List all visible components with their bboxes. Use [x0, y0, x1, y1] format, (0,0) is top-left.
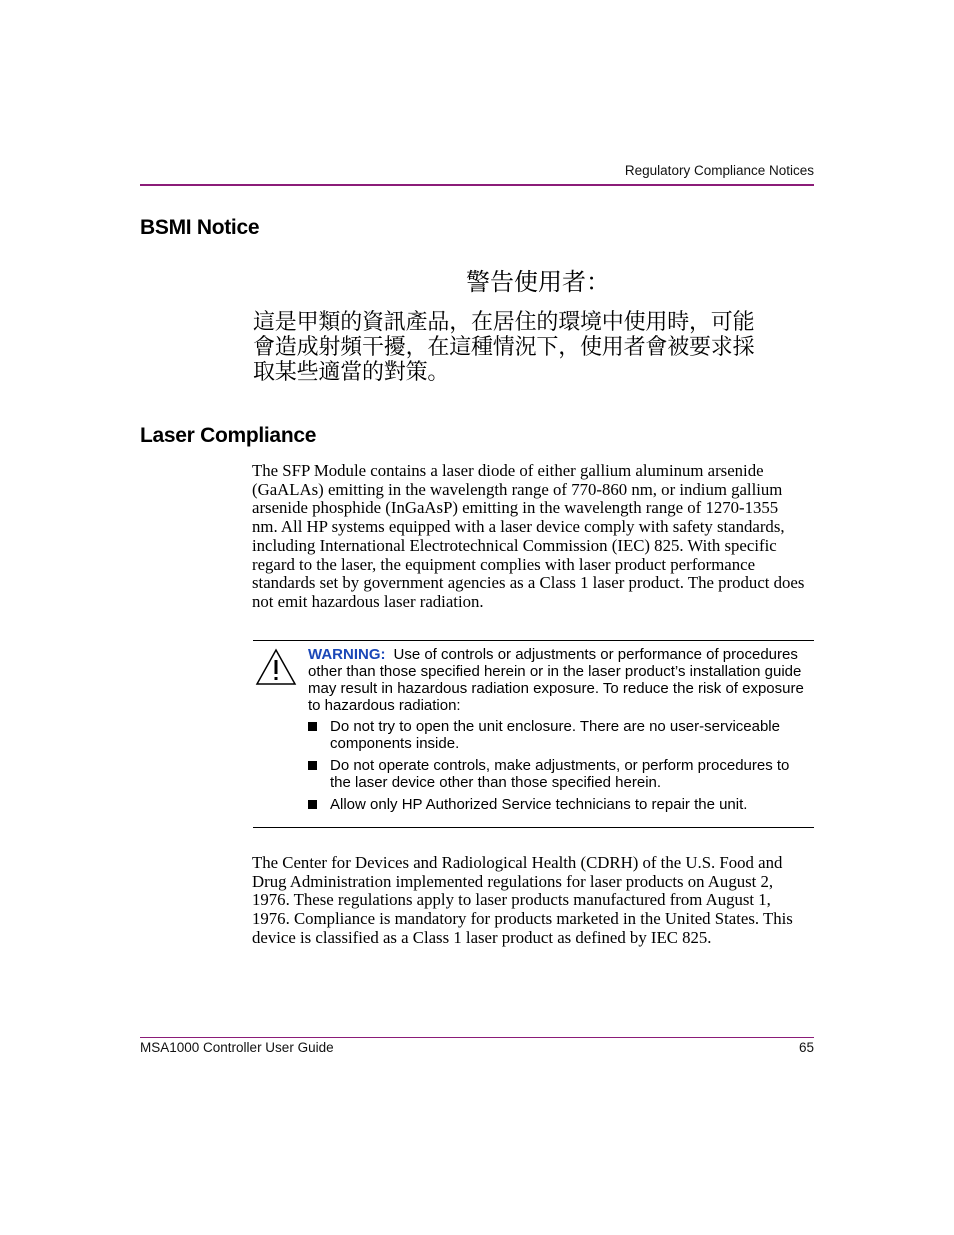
list-item-text: Do not operate controls, make adjustments, or perform procedures to the laser device other than those specified herein. [330, 757, 790, 791]
paragraph-line: The Center for Devices and Radiological Health (CDRH) of the U.S. Food and [252, 853, 783, 872]
bullet-icon [308, 761, 317, 770]
cdrh-paragraph [252, 854, 817, 948]
bsmi-warning-title: 警告使用者： [466, 268, 610, 296]
paragraph-line: arsenide phosphide (InGaAsP) emitting in the wavelength range of 1270-1355 [252, 498, 779, 518]
page-number: 65 [798, 1040, 814, 1055]
paragraph-line: (GaALAs) emitting in the wavelength range of 770-860 nm, or indium gallium [252, 479, 783, 499]
paragraph-line: device is classified as a Class 1 laser product as defined by IEC 825. [252, 927, 712, 947]
warning-bottom-rule [253, 827, 814, 828]
bullet-icon [308, 722, 317, 731]
footer-guide-title: MSA1000 Controller User Guide [140, 1040, 334, 1055]
bsmi-line: 會造成射頻干擾，在這種情況下，使用者會被要求採 [253, 335, 755, 360]
list-item-text: Allow only HP Authorized Service technicians to repair the unit. [330, 796, 748, 813]
laser-heading: Laser Compliance [140, 424, 317, 447]
paragraph-line: The SFP Module contains a laser diode of either gallium aluminum arsenide [252, 461, 764, 480]
paragraph-line: 1976. Compliance is mandatory for products marketed in the United States. This [252, 909, 793, 929]
bsmi-line: 取某些適當的對策。 [253, 360, 450, 385]
list-item [308, 757, 814, 791]
warning-callout [308, 646, 814, 818]
footer-rule [140, 1037, 814, 1038]
paragraph-line: not emit hazardous laser radiation. [252, 591, 484, 611]
warning-intro-text: Use of controls or adjustments or performance of procedures other than those specified herein or in the laser product’s installation guide may result in hazardous radiation exposure. To reduce the risk of exposure to hazardous radiation: [308, 646, 804, 714]
warning-intro [308, 646, 814, 714]
bullet-icon [308, 800, 317, 809]
warning-list [308, 718, 814, 813]
paragraph-line: Drug Administration implemented regulations for laser products on August 2, [252, 871, 774, 891]
warning-triangle-icon [255, 648, 297, 686]
bsmi-notice-text [253, 310, 818, 385]
bsmi-line: 這是甲類的資訊產品，在居住的環境中使用時，可能 [253, 310, 755, 335]
list-item [308, 718, 814, 752]
warning-label: WARNING: [308, 646, 386, 663]
header-rule [140, 184, 814, 186]
paragraph-line: including International Electrotechnical Commission (IEC) 825. With specific [252, 535, 777, 555]
list-item [308, 796, 814, 813]
running-header: Regulatory Compliance Notices [624, 163, 814, 178]
paragraph-line: 1976. These regulations apply to laser products manufactured from August 1, [252, 890, 771, 910]
paragraph-line: regard to the laser, the equipment complies with laser product performance [252, 554, 756, 574]
warning-top-rule [253, 640, 814, 641]
list-item-text: Do not try to open the unit enclosure. There are no user-serviceable components inside. [330, 718, 780, 752]
laser-paragraph [252, 462, 817, 612]
bsmi-heading: BSMI Notice [140, 216, 260, 239]
paragraph-line: standards set by government agencies as a Class 1 laser product. The product does [252, 573, 805, 593]
paragraph-line: nm. All HP systems equipped with a laser device comply with safety standards, [252, 517, 785, 537]
